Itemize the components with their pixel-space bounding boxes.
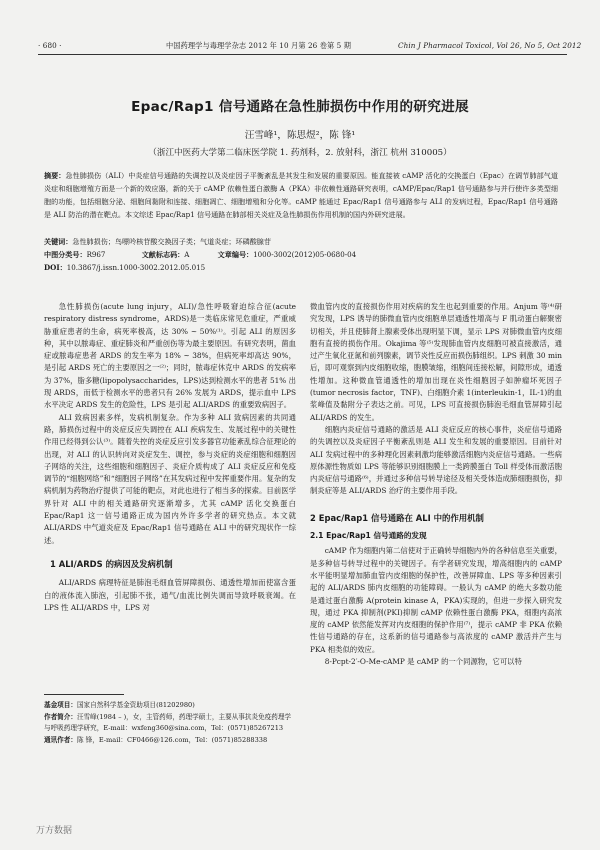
header-rule — [38, 54, 567, 55]
journal-name-cn: 中国药理学与毒理学杂志 2012 年 10 月第 26 卷第 5 期 — [166, 41, 352, 50]
classification-line — [44, 249, 356, 260]
footnote-rule — [44, 694, 124, 695]
section-2-1-paragraph: cAMP 作为细胞内第二信使对于正确转导细胞内外的各种信息至关重要，是多种信号转导过程中的关键因子。有学者研究发现，增高细胞内的 cAMP 水平能明显增加肺血管内皮细胞的保护性，改善屏障血、LPS 等多种因素引起的 ALI/ARDS 肺内皮细胞的功能障碍。一般认为 cAMP 的绝大多数功能是通过蛋白激酶 A(protein kinase A，PKA)实现的，但进一步探入研究发现，通过 PKA 抑制剂(PKI)抑制 cAMP 依赖性蛋白激酶 PKA，细胞内高浓度的 cAMP 依然能发挥对内皮细胞的保护作用⁽⁷⁾，提示 cAMP 非 PKA 依赖性信号通路的存在，这系新的信号通路参与高浓度的 cAMP 激活并产生与 PKA 相类似的效应。 — [310, 546, 562, 654]
article-title: Epac/Rap1 信号通路在急性肺损伤中作用的研究进展 — [131, 99, 469, 115]
affiliation: （浙江中医药大学第二临床医学院 1. 药剂科，2. 放射科，浙江 杭州 310005） — [148, 148, 452, 158]
doi-value: 10.3867/j.issn.1000-3002.2012.05.015 — [66, 263, 206, 272]
doc-code-value: A — [184, 250, 190, 259]
authors: 汪雪峰¹，陈思煜²，陈 锋¹ — [244, 130, 356, 141]
doc-code-label: 文献标志码： — [141, 250, 185, 259]
author-note: 作者简介：汪雪峰(1984 – )，女，主管药师，药理学硕士，主要从事抗炎免疫药理学与呼吸药理学研究，E-mail：wxfeng360@sina.com，Tel：(0571)85267213 — [44, 712, 292, 733]
fund-note: 基金项目：国家自然科学基金资助项目(81202980) — [44, 701, 195, 709]
section-2-1-title: 2.1 Epac/Rap1 信号通路的发现 — [310, 531, 427, 541]
article-number-value: 1000-3002(2012)05-0680-04 — [253, 250, 357, 259]
watermark: 万方数据 — [36, 826, 73, 836]
page-number: · 680 · — [38, 41, 62, 50]
abstract — [44, 169, 558, 221]
intro-paragraph-1: 急性肺损伤(acute lung injury，ALI)/急性呼吸窘迫综合征(acute respiratory distress syndrome，ARDS)是一类临床常见危重症，严重威胁重症患者的生命，病死率极高，达 30% ~ 50%⁽¹⁾。引起 ALI 的原因多种，其中以脓毒症、重症肺炎和严重创伤等为最主要原因。有研究表明，菌血症或脓毒症患者 ARDS 的发生率为 18% ~ 38%，但病死率却高达 90%，是引起 ARDS 死亡的主要原因之一⁽²⁾；同时，脓毒症休克中 ARDS 的发病率为 37%，脂多糖(lipopolysaccharides，LPS)达到检测水平的患者 51% 出现 ARDS，而低于检测水平的患者只有 26% 发展为 ARDS，提示血中 LPS 水平决定 ARDS 发生的危险性，LPS 是引起 ALI/ARDS 的重要致病因子。 — [44, 302, 296, 410]
abstract-text: 急性肺损伤（ALI）中炎症信号通路的失调控以及炎症因子平衡紊乱是其发生和发展的重要原因。能直接被 cAMP 活化的交换蛋白（Epac）在调节肺部气道炎症和细胞增殖方面是一个新的效应器，新的关于 cAMP 依赖性蛋白激酶 A（PKA）非依赖性通路研究表明，cAMP/Epac/Rap1 信号通路参与并行使许多类型细胞的功能，包括细胞分泌、细胞间黏附和连接、细胞凋亡、细胞增殖和分化等。cAMP 能通过 Epac/Rap1 信号通路参与 ALI 的发病过程，Epac/Rap1 信号通路是 ALI 防治的潜在靶点。本文综述 Epac/Rap1 信号通路在肺部相关炎症及急性肺损伤作用机制的国内外研究进展。 — [44, 171, 558, 219]
journal-name-en: Chin J Pharmacol Toxicol, Vol 26, No 5, Oct 2012 — [398, 41, 582, 50]
abstract-label: 摘要： — [44, 171, 66, 180]
right-paragraph-2: 细胞内炎症信号通路的激活是 ALI 炎症反应的核心事件，炎症信号通路的失调控以及炎症因子平衡紊乱则是 ALI 发生和发展的重要原因。目前针对 ALI 发病过程中的多种理化因素刺激均能够激活细胞内炎症信号通路。一些病原体源性物质如 LPS 等能够识别细胞膜上一类跨膜蛋白 Toll 样受体而激活胞内炎症信号通路⁽⁶⁾，并通过多种信号转导途径及相关受体造成肺细胞损伤，抑制炎症等是 ALI/ARDS 治疗的主要作用手段。 — [310, 424, 562, 496]
article-number-label: 文章编号： — [217, 250, 254, 259]
section-1-paragraph: ALI/ARDS 病理特征是肺泡毛细血管屏障损伤、通透性增加而使富含蛋白的液体流入肺泡，引起肺不张，通气/血流比例失调而导致呼吸衰竭。在 LPS 性 ALI/ARDS 中，LPS 对 — [44, 578, 296, 612]
right-column — [310, 301, 562, 668]
keywords-label: 关键词： — [44, 237, 73, 246]
section-2-title: 2 Epac/Rap1 信号通路在 ALI 中的作用机制 — [310, 512, 484, 523]
keywords — [44, 236, 271, 247]
clc-value: R967 — [86, 250, 106, 259]
footnotes — [44, 700, 296, 746]
doi-line — [44, 262, 205, 273]
doi-label: DOI： — [44, 263, 67, 272]
keywords-text: 急性肺损伤；鸟嘌呤核苷酸交换因子类；气道炎症；环磷酸腺苷 — [72, 237, 271, 246]
section-2-1-paragraph-2: 8-Pcpt-2′-O-Me-cAMP 是 cAMP 的一个同源物，它可以特 — [324, 657, 522, 667]
right-paragraph-1: 微血管内皮的直接损伤作用对疾病的发生也起到重要的作用。Anjum 等⁽⁴⁾研究发现，LPS 诱导的肺微血管内皮细胞单层通透性增高与 F 肌动蛋白解聚密切相关，并且使肺肾上腺素受体出现明显下调，显示 LPS 对肺微血管内皮细胞有直接的损伤作用。Okajima 等⁽⁵⁾发现肺血管内皮细胞可被直接激活，通过产生氧化亚氮和前列腺素，调节炎性反应而损伤肺组织。LPS 刺激 30 min 后，即可观察到内皮细胞收缩，胞膜皱缩，细胞间连接松解，间隙形成，通透性增加。这种微血管通透性的增加出现在炎性细胞因子如肿瘤坏死因子(tumor necrosis factor，TNF)、白细胞介素 1(interleukin-1，IL-1)的血浆峰值及黏附分子表达之前。可见，LPS 可直接损伤肺泡毛细血管屏障引起 ALI/ARDS 的发生。 — [310, 302, 562, 422]
corresponding-author-note: 通讯作者：陈 锋，E-mail：CF0466@126.com，Tel：(0571)85288338 — [44, 735, 268, 744]
section-1-title: 1 ALI/ARDS 的病因及发病机制 — [50, 558, 173, 569]
clc-label: 中图分类号： — [44, 250, 87, 259]
intro-paragraph-2: ALI 致病因素多样，发病机制复杂。作为多种 ALI 致病因素的共同通路，肺损伤过程中的炎症反应失调控在 ALI 疾病发生、发展过程中的关键性作用已经得到公认⁽³⁾。随着失控的炎症反应引发多器官功能紊乱综合征理论的出现，对 ALI 的认识转向对炎症发生、调控，参与炎症的炎症细胞和细胞因子网络的关注，这些细胞和细胞因子、炎症介质构成了 ALI 炎症反应和免疫调节的“细胞网络”和“细胞因子网络”在其发病过程中发挥重要作用。复杂的发病机制为药物治疗提供了可能的靶点，对此也进行了相当多的探索。目前医学界针对 ALI 中的相关通路研究逐渐增多，尤其 cAMP 活化交换蛋白 Epac/Rap1 这一信号通路正成为国内外许多学者的研究热点。本文就 ALI/ARDS 中气道炎症及 Epac/Rap1 信号通路在 ALI 中的研究现状作一综述。 — [44, 412, 296, 545]
left-column — [44, 301, 296, 614]
